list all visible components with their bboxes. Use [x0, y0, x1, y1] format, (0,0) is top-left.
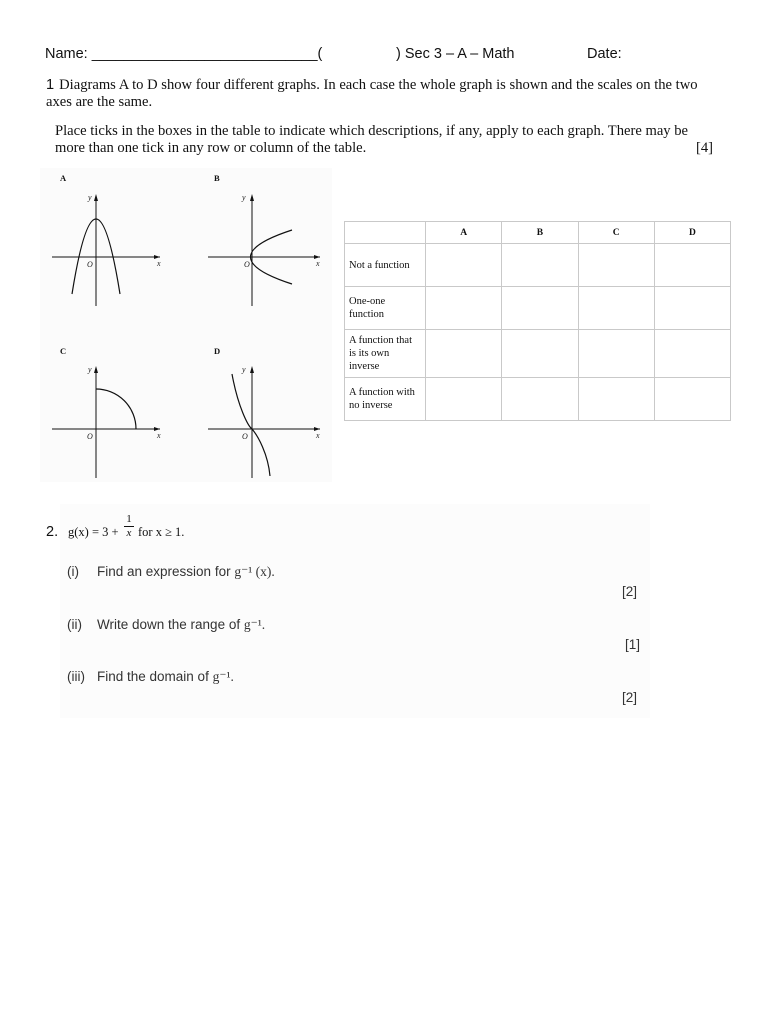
graph-d-label: D: [214, 346, 221, 356]
column-header-a: A: [426, 222, 502, 244]
graph-a-y-label: y: [88, 193, 92, 202]
row-label-not-a-function: Not a function: [345, 244, 426, 287]
column-header-b: B: [502, 222, 578, 244]
row-label-self-inverse: A function that is its own inverse: [345, 330, 426, 378]
name-field: Name: ____________________________(: [45, 46, 323, 62]
part-ii-label: (ii): [67, 617, 82, 632]
part-iii-math: g⁻¹.: [212, 669, 234, 684]
row-label-one-one-function: One-one function: [345, 287, 426, 330]
graph-c-label: C: [60, 346, 67, 356]
graph-d-y-label: y: [242, 365, 246, 374]
column-header-d: D: [654, 222, 730, 244]
part-i-text: Find an expression for: [97, 564, 235, 579]
part-iii-label: (iii): [67, 669, 85, 684]
graph-c-y-label: y: [88, 365, 92, 374]
class-label: ) Sec 3 – A – Math: [396, 46, 515, 62]
tick-box[interactable]: [426, 378, 502, 421]
function-fraction: [124, 513, 134, 539]
question-2-part-ii: [67, 617, 265, 633]
part-i-math: g⁻¹ (x).: [234, 564, 275, 579]
table-row: [345, 378, 731, 421]
function-lhs: g(x) = 3 +: [68, 525, 119, 539]
graph-a-origin: O: [87, 260, 93, 269]
table-row: [345, 330, 731, 378]
graph-a-x-label: x: [157, 259, 161, 268]
tick-box[interactable]: [654, 244, 730, 287]
tick-box[interactable]: [654, 330, 730, 378]
worksheet-header: [45, 46, 725, 66]
tick-box[interactable]: [502, 244, 578, 287]
part-iii-text: Find the domain of: [97, 669, 213, 684]
graph-c-origin: O: [87, 432, 93, 441]
question-1-instruction: [55, 123, 715, 157]
question-2-part-iii: [67, 669, 234, 685]
tick-box[interactable]: [578, 330, 654, 378]
question-1-intro-clip: [46, 77, 726, 108]
function-rhs: for x ≥ 1.: [138, 525, 185, 539]
question-1-intro-text: Diagrams A to D show four different graphs. In each case the whole graph is shown and the scales on the two axes are the same.: [46, 77, 698, 108]
part-ii-text: Write down the range of: [97, 617, 244, 632]
tick-box[interactable]: [654, 378, 730, 421]
question-1-instruction-text: Place ticks in the boxes in the table to indicate which descriptions, if any, apply to each graph. There may be more than one tick in any row or column of the table.: [55, 123, 689, 156]
table-header-row: [345, 222, 731, 244]
graph-d: [204, 362, 328, 482]
date-field: Date:: [587, 46, 622, 62]
question-2-part-i: [67, 564, 275, 580]
tick-box[interactable]: [426, 330, 502, 378]
part-ii-math: g⁻¹.: [243, 617, 266, 632]
graph-c-x-label: x: [157, 431, 161, 440]
part-ii-marks: [1]: [625, 637, 641, 652]
table-row: [345, 244, 731, 287]
tick-box[interactable]: [502, 330, 578, 378]
question-1-marks: [4]: [695, 140, 713, 156]
question-1-intro: [46, 77, 716, 108]
graph-b-x-label: x: [316, 259, 320, 268]
fraction-numerator: 1: [126, 513, 132, 525]
tick-box[interactable]: [426, 244, 502, 287]
tick-box[interactable]: [578, 244, 654, 287]
part-i-label: (i): [67, 564, 79, 579]
graph-b-label: B: [214, 173, 220, 183]
graphs-panel: [40, 168, 332, 482]
graph-d-origin: O: [242, 432, 248, 441]
graph-c: [48, 362, 168, 482]
column-header-c: C: [578, 222, 654, 244]
tick-table: [344, 221, 731, 421]
graph-a: [48, 190, 168, 310]
part-iii-marks: [2]: [622, 690, 638, 705]
graph-a-label: A: [60, 173, 67, 183]
question-2-number: 2.: [46, 524, 59, 540]
tick-box[interactable]: [502, 287, 578, 330]
row-label-no-inverse: A function with no inverse: [345, 378, 426, 421]
graph-b: [204, 190, 328, 310]
question-1-number: 1: [46, 77, 55, 93]
tick-box[interactable]: [426, 287, 502, 330]
tick-box[interactable]: [502, 378, 578, 421]
table-row: [345, 287, 731, 330]
table-corner-cell: [345, 222, 426, 244]
tick-box[interactable]: [654, 287, 730, 330]
tick-box[interactable]: [578, 378, 654, 421]
tick-box[interactable]: [578, 287, 654, 330]
graph-b-origin: O: [244, 260, 250, 269]
part-i-marks: [2]: [622, 584, 638, 599]
graph-b-y-label: y: [242, 193, 246, 202]
graph-d-x-label: x: [316, 431, 320, 440]
fraction-denominator: x: [126, 527, 132, 539]
